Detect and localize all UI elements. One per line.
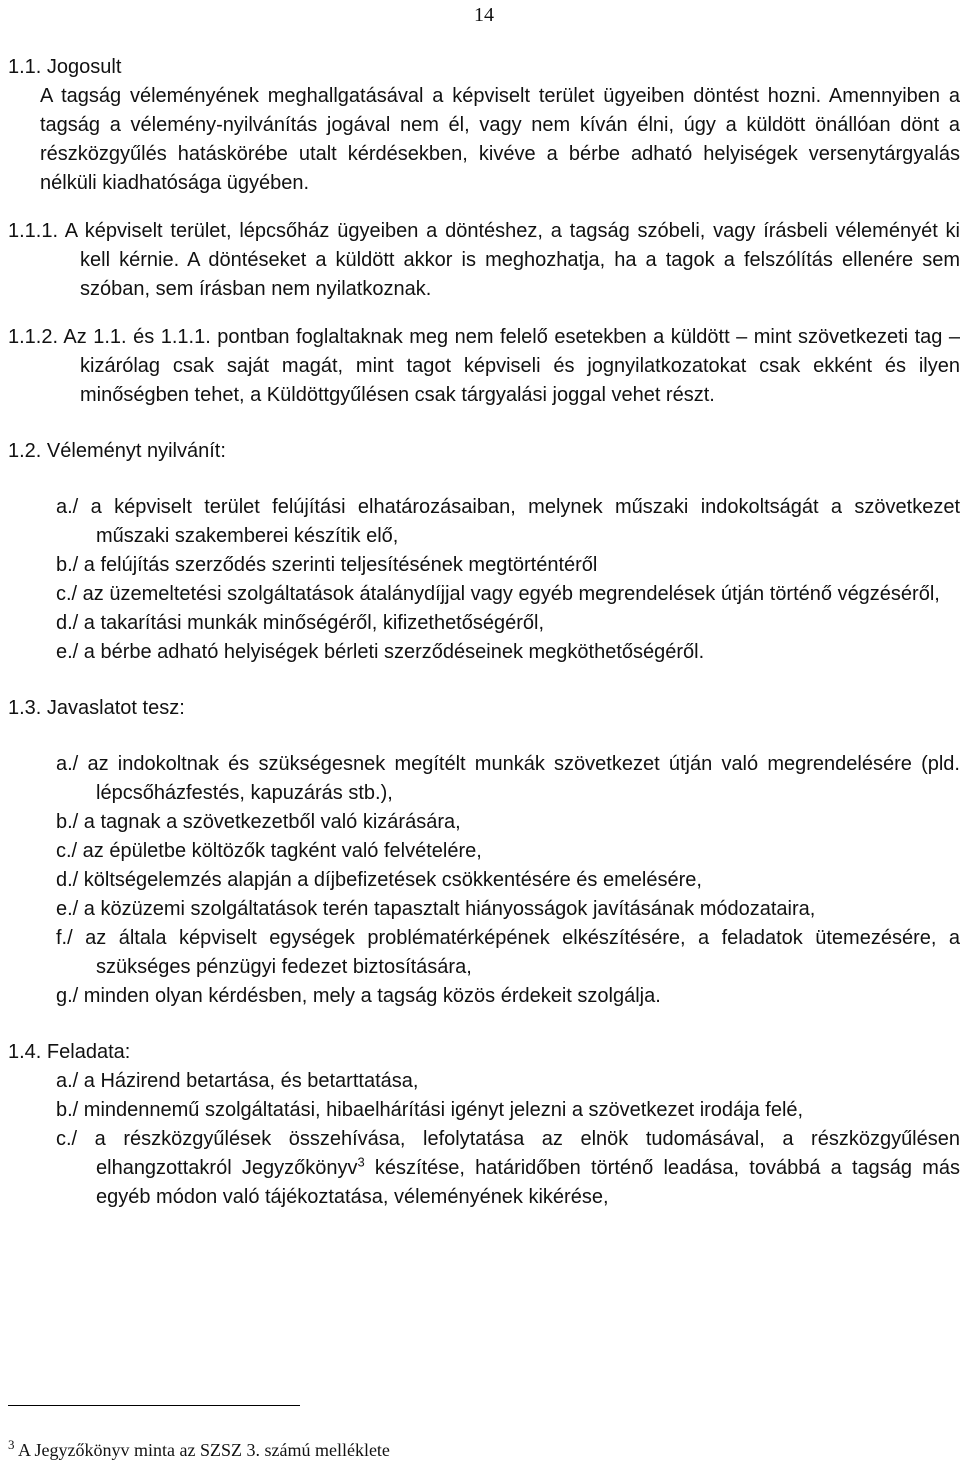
list-item-with-footnote (56, 1125, 960, 1212)
section-1-1-text: A tagság véleményének meghallgatásával a képviselt terület ügyeiben döntést hozni. Amennyiben a tagság a vélemény-nyilvánítás jogával nem él, vagy nem kíván élni, úgy a küldött önállóan dönt a részközgyűlés hatáskörébe utalt kérdésekben, kivéve a bérbe adható helyiségek versenytárgyalás nélküli kiadhatósága ügyében. (40, 85, 960, 194)
footnote-reference[interactable]: 3 (357, 1154, 365, 1170)
list-item: b./ a felújítás szerződés szerinti teljesítésének megtörténtéről (56, 554, 598, 576)
list-item-text: c./ a részközgyűlések összehívása, lefolytatása az elnök tudomásával, a részközgyűlésen elhangzottakról Jegyzőkönyv (56, 1128, 960, 1179)
list-item: d./ költségelemzés alapján a díjbefizetések csökkentésére és emelésére, (56, 869, 702, 891)
footnote-mark: 3 (8, 1437, 15, 1452)
footnote-separator (8, 1405, 300, 1406)
list-item: e./ a bérbe adható helyiségek bérleti szerződéseinek megköthetőségéről. (56, 641, 705, 663)
list-item-text: készítése, határidőben történő leadása, továbbá a tagság más egyéb módon való tájékoztatása, véleményének kikérése, (96, 1157, 960, 1208)
footnote (8, 1437, 390, 1461)
list-item: b./ mindennemű szolgáltatási, hibaelhárítási igényt jelezni a szövetkezet irodája felé, (56, 1099, 804, 1121)
list-item: b./ a tagnak a szövetkezetből való kizárására, (56, 811, 461, 833)
section-1-3-heading: 1.3. Javaslatot tesz: (8, 697, 185, 719)
section-1-3-list (8, 750, 960, 1011)
page-number: 14 (474, 4, 494, 26)
section-1-4-heading: 1.4. Feladata: (8, 1041, 131, 1063)
list-item: c./ az üzemeltetési szolgáltatások átalánydíjjal vagy egyéb megrendelések útján történő végzéséről, (56, 583, 940, 605)
list-item: d./ a takarítási munkák minőségéről, kifizethetőségéről, (56, 612, 545, 634)
section-1-2-list (8, 493, 960, 667)
list-item: a./ a Házirend betartása, és betarttatása, (56, 1070, 419, 1092)
list-item: e./ a közüzemi szolgáltatások terén tapasztalt hiányosságok javításának módozataira, (56, 898, 816, 920)
section-1-2-heading: 1.2. Véleményt nyilvánít: (8, 440, 226, 462)
footnote-text: A Jegyzőkönyv minta az SZSZ 3. számú melléklete (14, 1440, 390, 1460)
section-1-1-2: 1.1.2. Az 1.1. és 1.1.1. pontban foglaltaknak meg nem felelő esetekben a küldött – mint szövetkezeti tag – kizárólag csak saját magát, mint tagot képviseli és jognyilatkozatokat csak ekként és ilyen minőségben tehet, a Küldöttgyűlésen csak tárgyalási joggal vehet részt. (8, 326, 960, 406)
list-item: a./ az indokoltnak és szükségesnek megítélt munkák szövetkezet útján való megrendelésére (pld. lépcsőházfestés, kapuzárás stb.), (56, 753, 960, 804)
document-body (8, 53, 960, 1212)
list-item: g./ minden olyan kérdésben, mely a tagság közös érdekeit szolgálja. (56, 985, 661, 1007)
section-1-1-heading: 1.1. Jogosult (8, 56, 122, 78)
list-item: f./ az általa képviselt egységek problématérképének elkészítésére, a feladatok ütemezésére, a szükséges pénzügyi fedezet biztosítására, (56, 927, 960, 978)
section-1-1-1: 1.1.1. A képviselt terület, lépcsőház ügyeiben a döntéshez, a tagság szóbeli, vagy írásbeli véleményét ki kell kérnie. A döntéseket a küldött akkor is meghozhatja, ha a tagok a felszólítás ellenére sem szóban, sem írásban nem nyilatkoznak. (8, 220, 960, 300)
list-item: a./ a képviselt terület felújítási elhatározásaiban, melynek műszaki indokoltságát a szövetkezet műszaki szakemberei készítik elő, (56, 496, 960, 547)
section-1-4-list (8, 1067, 960, 1212)
list-item: c./ az épületbe költözők tagként való felvételére, (56, 840, 482, 862)
